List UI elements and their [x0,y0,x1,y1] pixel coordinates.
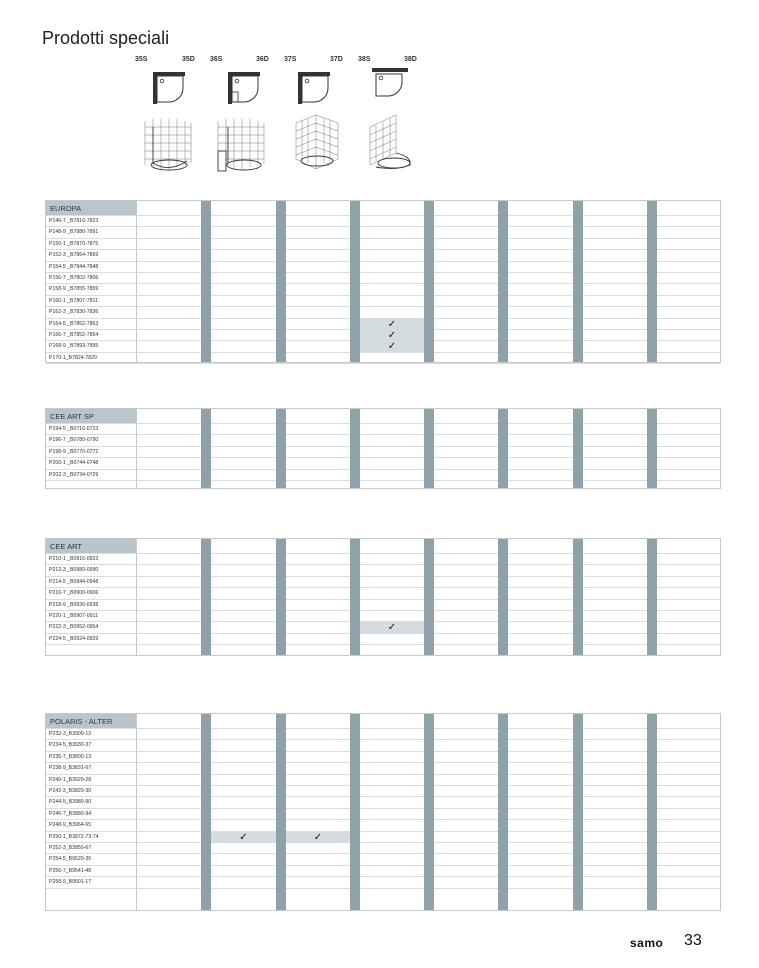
table-row [46,588,720,599]
column-divider-bar [201,539,211,655]
page-number: 33 [684,932,702,949]
row-code-label: P248-9_B3964-65 [49,822,92,829]
row-code-label: P250-1_B3872-73-74 [49,833,99,840]
model-code-38d: 38D [404,56,417,63]
row-code-label: P166-7 _B7852-7854 [49,332,99,338]
column-divider-bar [424,714,434,910]
compatibility-table-cee-art [45,538,721,656]
compatibility-check-mark: ✓ [360,330,424,341]
row-code-label: P194-5 _B0716-0723 [49,426,99,432]
column-divider-bar [350,714,360,910]
table-row [46,284,720,295]
compatibility-table-cee-art-sp [45,408,721,489]
table-row [46,239,720,250]
model-code-35s: 35S [135,56,148,63]
column-divider-bar [573,714,583,910]
compatibility-check-mark: ✓ [360,341,424,352]
column-divider-bar [350,409,360,488]
row-code-label: P164-5 _B7862-7863 [49,320,99,327]
row-code-label: P196-7 _B0780-0790 [49,437,99,444]
table-row [46,296,720,307]
row-code-label: P152-3 _B7864-7869 [49,252,99,259]
row-code-label: P198-9 _B0770-0772 [49,448,99,455]
table-row [46,854,720,865]
row-code-label: P222-3 _B0952-0954 [49,624,99,631]
table-row [46,227,720,238]
table-row [46,600,720,611]
column-divider-bar [276,201,286,362]
shower-plan-icon-36 [226,70,262,106]
table-header-row [46,201,720,216]
row-code-label: P150-1 _B7870-7875 [49,240,99,247]
row-code-label: P168-9 _B7893-7895 [49,343,99,350]
column-divider-bar [647,714,657,910]
column-divider-bar [647,201,657,362]
row-code-label: P202-3 _B0734-0729 [49,471,99,478]
row-code-label: P244-5_B3980-90 [49,799,92,806]
table-header: EUROPA [46,201,136,216]
table-row [46,458,720,469]
row-code-label: P200-1 _B0744-0748 [49,460,99,467]
column-divider-bar [276,409,286,488]
column-divider-bar [424,539,434,655]
shower-perspective-icon-38 [366,113,416,171]
row-code-label: P242-3_B3820-30 [49,788,92,794]
row-code-label: P214-5 _B0944-0948 [49,578,99,585]
row-code-label: P158-9 _B7855-7859 [49,286,99,293]
column-divider-bar [498,539,508,655]
row-code-label: P212-3 _B0980-0990 [49,567,99,574]
table-row [46,435,720,446]
shower-plan-icon-37 [296,70,332,106]
brand-logo: samo [630,936,664,950]
column-divider-bar [350,539,360,655]
compatibility-table-polaris-alter [45,713,721,911]
row-code-label: P170-1_B7824-7829 [49,354,97,361]
row-code-label: P162-3 _B7830-7836 [49,309,99,316]
table-row [46,554,720,565]
row-code-label: P232-3_B3900-12 [49,731,92,737]
column-divider-bar [573,409,583,488]
table-row [46,307,720,318]
table-row [46,424,720,435]
table-row [46,809,720,820]
table-row [46,577,720,588]
table-header: CEE ART [46,539,136,554]
table-row [46,729,720,740]
table-row [46,763,720,774]
table-row [46,273,720,284]
table-row [46,470,720,481]
column-divider-bar [276,539,286,655]
compatibility-check-mark: ✓ [286,832,350,843]
column-divider-bar [647,539,657,655]
column-divider-bar [498,714,508,910]
row-code-label: P156-7 _B7802-7806 [49,275,99,281]
row-code-label: P216-7 _B0900-0906 [49,590,99,597]
table-row [46,843,720,854]
row-code-label: P220-1 _B0907-0911 [49,613,98,619]
table-row [46,611,720,622]
table-row [46,216,720,227]
column-divider-bar [350,201,360,362]
table-row [46,832,720,843]
shower-perspective-icon-35 [143,117,193,175]
table-row [46,866,720,877]
row-code-label: P234-5_B3930-37 [49,742,92,749]
row-code-label: P238-9_B3831-67 [49,765,92,772]
table-row [46,250,720,261]
column-divider-bar [424,201,434,362]
table-row [46,797,720,808]
column-divider-bar [201,409,211,488]
page-title: Prodotti speciali [42,28,170,48]
table-row [46,634,720,645]
compatibility-check-mark: ✓ [360,622,424,633]
compatibility-check-mark: ✓ [211,832,276,843]
table-row [46,740,720,751]
column-divider-bar [201,714,211,910]
row-code-label: P218-9 _B0930-0938 [49,601,99,608]
column-divider-bar [424,409,434,488]
row-code-label: P246-7_B3880-94 [49,810,92,817]
column-divider-bar [573,539,583,655]
table-row [46,447,720,458]
row-code-label: P154-5 _B7844-7848 [49,263,99,270]
table-row [46,353,720,364]
table-row [46,262,720,273]
table-row [46,786,720,797]
model-code-37d: 37D [330,56,343,63]
row-code-label: P240-1_B3920-28 [49,776,92,783]
column-divider-bar [201,201,211,362]
column-divider-bar [498,201,508,362]
table-header-row [46,409,720,424]
table-header: CEE ART SP [46,409,136,424]
row-code-label: P258-9_B9501-17 [49,879,92,886]
row-code-label: P146-7 _B7816-7823 [49,218,99,224]
model-code-38s: 38S [358,56,371,63]
row-code-label: P236-7_B3800-13 [49,753,92,760]
column-divider-bar [498,409,508,488]
table-header: POLARIS - ALTER [46,714,136,729]
shower-plan-icon-38 [372,68,408,104]
row-code-label: P254-5_B9520-36 [49,856,92,863]
row-code-label: P160-1 _B7807-7811 [49,297,98,304]
table-row [46,565,720,576]
row-code-label: P148-9 _B7880-7891 [49,229,99,236]
table-row [46,877,720,888]
row-code-label: P224-5 _B0924-0929 [49,635,99,642]
model-code-36s: 36S [210,56,223,63]
table-row [46,820,720,831]
table-header-row [46,539,720,554]
model-code-36d: 36D [256,56,269,63]
row-code-label: P252-3_B3850-67 [49,845,92,851]
shower-plan-icon-35 [151,70,187,106]
column-divider-bar [573,201,583,362]
column-divider-bar [647,409,657,488]
column-divider-bar [276,714,286,910]
table-row [46,752,720,763]
row-code-label: P210-1 _B0916-0923 [49,556,99,562]
compatibility-check-mark: ✓ [360,319,424,330]
shower-perspective-icon-37 [292,113,342,171]
table-row [46,775,720,786]
row-code-label: P256-7_B9541-48 [49,867,92,874]
table-header-row [46,714,720,729]
model-code-35d: 35D [182,56,195,63]
shower-perspective-icon-36 [216,117,266,175]
compatibility-table-europa [45,200,721,363]
model-code-37s: 37S [284,56,297,63]
